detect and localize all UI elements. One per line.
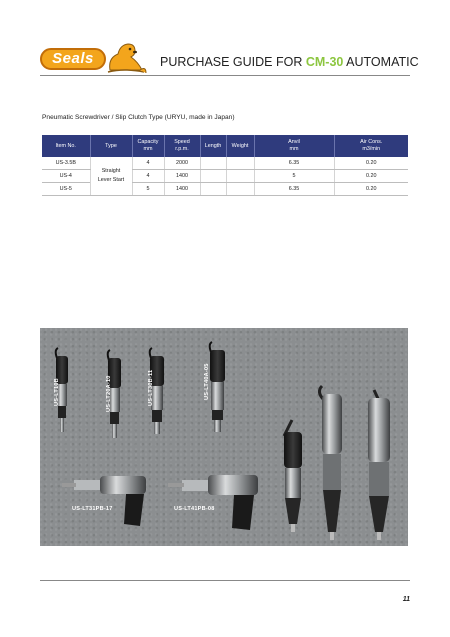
screwdriver-tools-illustration — [40, 328, 408, 546]
header-air-cons: Air Cons. m3/min — [334, 135, 408, 157]
tool-large-middle — [319, 386, 342, 540]
cell-anvil: 5 — [254, 170, 334, 183]
header-anvil: Anvil mm — [254, 135, 334, 157]
cell-air-cons: 0.20 — [334, 157, 408, 170]
cell-speed: 2000 — [164, 157, 200, 170]
cell-weight — [226, 170, 254, 183]
header-type: Type — [90, 135, 132, 157]
seal-mascot-icon — [104, 40, 148, 76]
cell-weight — [226, 183, 254, 196]
product-photo — [40, 328, 408, 546]
header-capacity: Capacity mm — [132, 135, 164, 157]
label-us-lt20a-10: US-LT20A-10 — [106, 375, 112, 412]
cell-capacity: 5 — [132, 183, 164, 196]
table-row — [42, 157, 408, 170]
cell-anvil: 6.35 — [254, 183, 334, 196]
label-us-lt10b: US-LT10B — [54, 378, 60, 406]
tool-us-lt41pb — [168, 475, 258, 530]
cell-capacity: 4 — [132, 157, 164, 170]
cell-length — [200, 170, 226, 183]
page-number: 11 — [402, 596, 410, 603]
tool-large-right — [368, 390, 390, 540]
section-subtitle: Pneumatic Screwdriver / Slip Clutch Type (URYU, made in Japan) — [42, 114, 235, 121]
cell-anvil: 6.35 — [254, 157, 334, 170]
tool-us-lt40a — [210, 342, 225, 432]
spec-table — [42, 135, 408, 196]
cell-length — [200, 183, 226, 196]
cell-speed: 1400 — [164, 183, 200, 196]
cell-type: Straight Lever Start — [90, 157, 132, 196]
header-divider — [40, 75, 410, 76]
header-length: Length — [200, 135, 226, 157]
label-us-lt40a-05: US-LT40A-05 — [204, 363, 210, 400]
cell-air-cons: 0.20 — [334, 170, 408, 183]
model-name: CM-30 — [305, 55, 344, 69]
header-item-no: Item No. — [42, 135, 90, 157]
header-speed: Speed r.p.m. — [164, 135, 200, 157]
label-us-lt31pb-17: US-LT31PB-17 — [72, 506, 113, 512]
cell-item: US-5 — [42, 183, 90, 196]
footer-divider — [40, 580, 410, 581]
cell-item: US-4 — [42, 170, 90, 183]
cell-speed: 1400 — [164, 170, 200, 183]
table-header-row — [42, 135, 408, 157]
label-us-lt41pb-08: US-LT41PB-08 — [174, 506, 215, 512]
logo-text: Seals — [52, 50, 94, 67]
cell-air-cons: 0.20 — [334, 183, 408, 196]
tool-large-left — [284, 420, 302, 532]
cell-weight — [226, 157, 254, 170]
cell-capacity: 4 — [132, 170, 164, 183]
label-us-lt30b-11: US-LT30B-11 — [148, 369, 154, 406]
header-weight: Weight — [226, 135, 254, 157]
page-title: PURCHASE GUIDE FOR CM-30 AUTOMATIC — [160, 55, 419, 69]
cell-item: US-3.5B — [42, 157, 90, 170]
cell-length — [200, 157, 226, 170]
seals-logo — [40, 40, 148, 76]
